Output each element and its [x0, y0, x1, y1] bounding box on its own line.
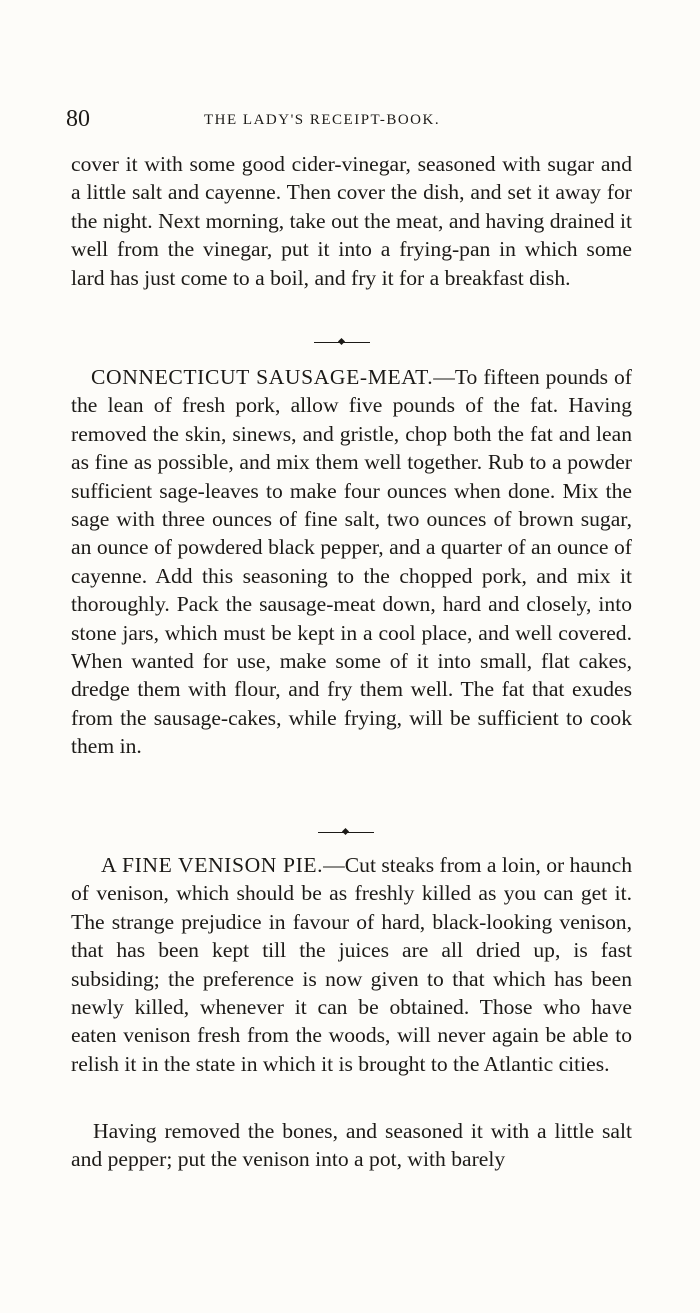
paragraph-continuation: cover it with some good cider-vinegar, seasoned with sugar and a little salt and cayenne. Then cover the dish, and set it away for the night. Next morning, take out the meat, and having drained it well from the vinegar, put it into a frying-pan in which some lard has just come to a boil, and fry it for a breakfast dish. — [71, 152, 632, 290]
recipe-title: A FINE VENISON PIE. — [101, 853, 324, 877]
recipe-connecticut-sausage-meat — [71, 363, 632, 761]
recipe-title: CONNECTICUT SAUSAGE-MEAT. — [91, 365, 434, 389]
page-number: 80 — [66, 106, 90, 132]
running-head: THE LADY'S RECEIPT-BOOK. — [204, 112, 441, 128]
recipe-text: —To fifteen pounds of the lean of fresh pork, allow five pounds of the fat. Having removed the skin, sinews, and gristle, chop both the fat and lean as fine as possible, and mix them well together. Rub to a powder sufficient sage-leaves to make four ounces when done. Mix the sage with three ounces of fine salt, two ounces of brown sugar, an ounce of powdered black pepper, and a quarter of an ounce of cayenne. Add this seasoning to the chopped pork, and mix it thoroughly. Pack the sausage-meat down, hard and closely, into stone jars, which must be kept in a cool place, and well covered. When wanted for use, make some of it into small, flat cakes, dredge them with flour, and fry them well. The fat that exudes from the sausage-cakes, while frying, will be sufficient to cook them in. — [71, 365, 632, 759]
paragraph-venison-continued: Having removed the bones, and seasoned it with a little salt and pepper; put the venison into a pot, with barely — [71, 1119, 632, 1172]
section-divider — [314, 337, 370, 347]
recipe-text: —Cut steaks from a loin, or haunch of venison, which should be as freshly killed as you can get it. The strange prejudice in favour of hard, black-looking venison, that has been kept till the juices are all dried up, is fast subsiding; the preference is now given to that which has been newly killed, whenever it can be obtained. Those who have eaten venison fresh from the woods, will never again be able to relish it in the state in which it is brought to the Atlantic cities. — [71, 853, 633, 1076]
recipe-fine-venison-pie — [71, 851, 632, 1078]
section-divider — [318, 827, 374, 837]
page-header — [66, 104, 636, 134]
